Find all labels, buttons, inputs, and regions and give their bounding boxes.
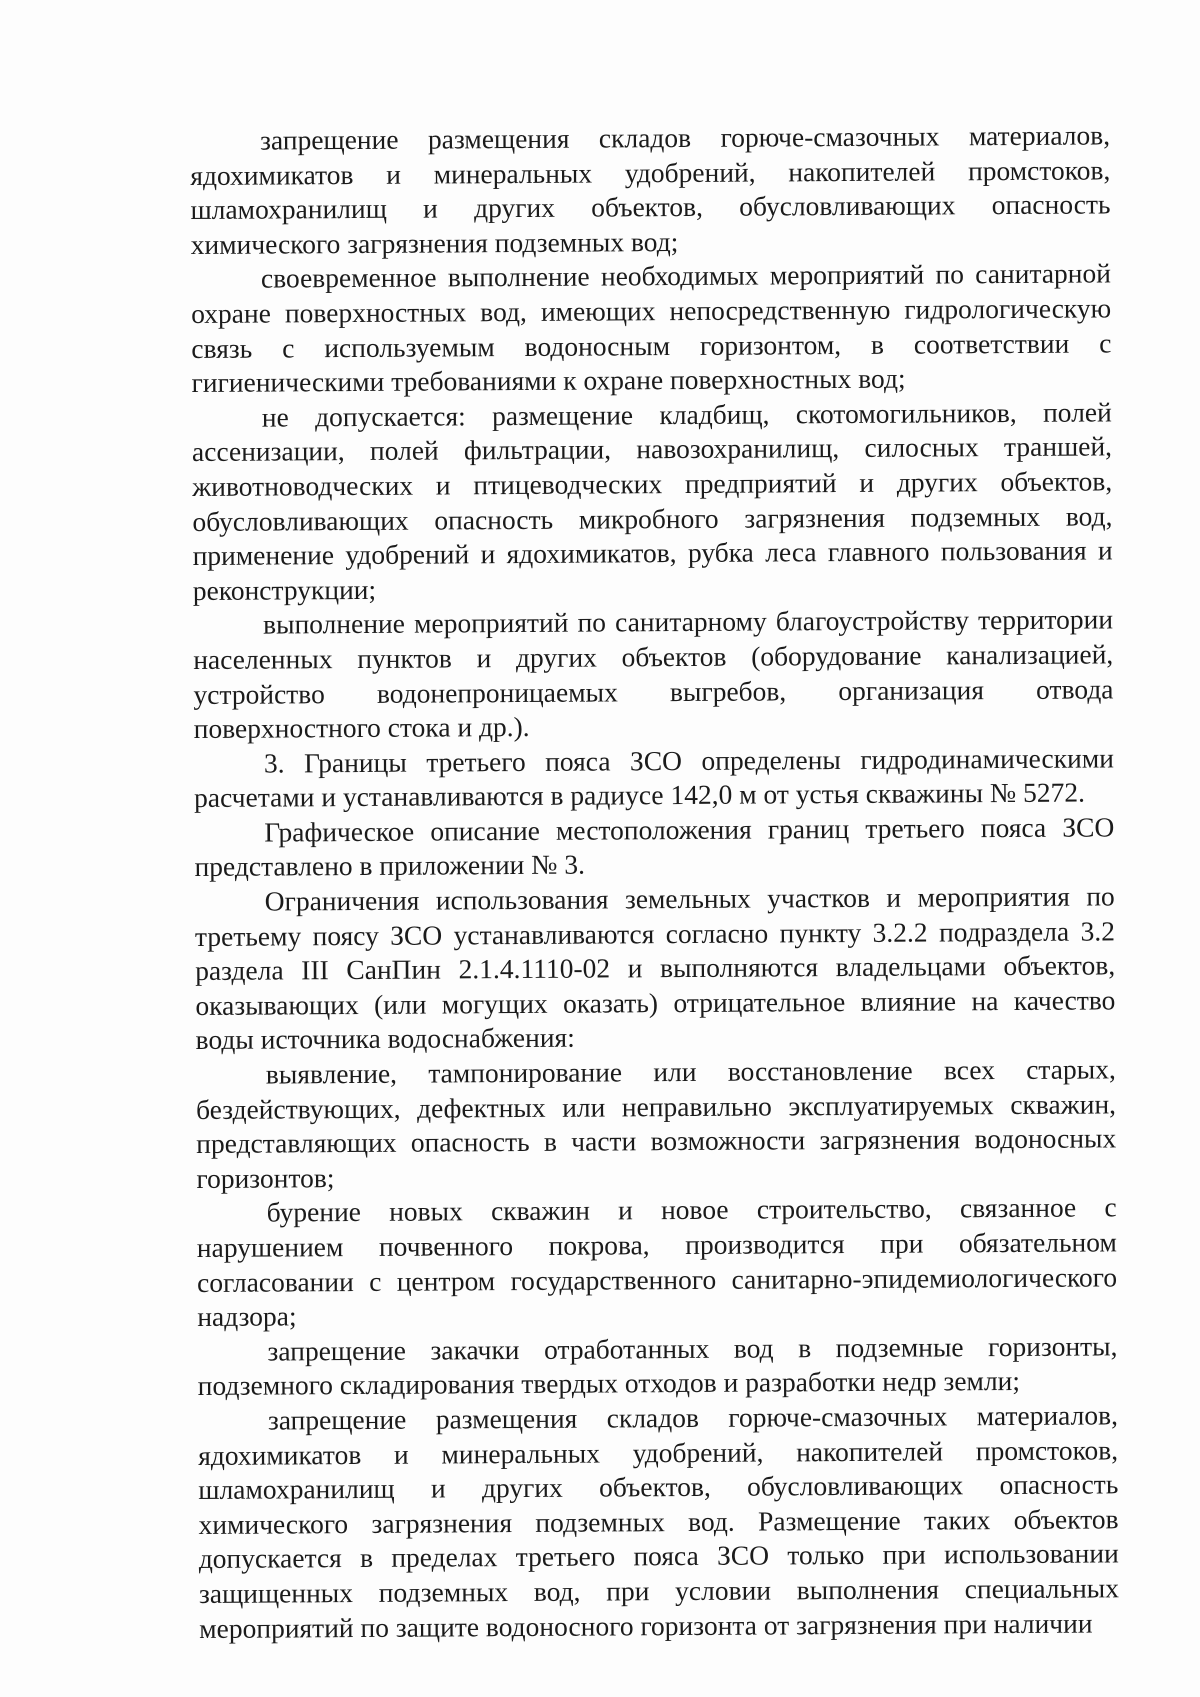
paragraph-well-plugging: выявление, тампонирование или восстановление всех старых, бездействующих, дефектных или неправильно эксплуатируемых скважин, представляющих опасность в части возможности загрязнения водоносных горизонтов; — [195, 1053, 1117, 1194]
paragraph-sanitary-improvement: выполнение мероприятий по санитарному благоустройству территории населенных пунктов и других объектов (оборудование канализацией, устройство водонепроницаемых выгребов, организация отвода поверхностного стока и др.). — [193, 603, 1114, 745]
paragraph-storage-ban-protected-water: запрещение размещения складов горюче-смазочных материалов, ядохимикатов и минеральных удобрений, накопителей промстоков, шламохранилищ и других объектов, обусловливающих опасность химического загрязнения подземных вод. Размещение таких объектов допускается в пределах третьего пояса ЗСО только при использовании защищенных подземных вод, при условии выполнения специальных мероприятий по защите водоносного горизонта от загрязнения при наличии — [198, 1399, 1120, 1644]
paragraph-chemical-storage-ban: запрещение размещения складов горюче-смазочных материалов, ядохимикатов и минеральных удобрений, накопителей промстоков, шламохранилищ и других объектов, обусловливающих опасность химического загрязнения подземных вод; — [190, 119, 1111, 260]
paragraph-surface-water-protection: своевременное выполнение необходимых мероприятий по санитарной охране поверхностных вод, имеющих непосредственную гидрологическую связь с используемым водоносным горизонтом, в соответствии с гигиеническими требованиями к охране поверхностных вод; — [191, 257, 1112, 399]
paragraph-graphic-description: Графическое описание местоположения границ третьего пояса ЗСО представлено в приложении № 3. — [194, 811, 1115, 883]
paragraph-injection-ban: запрещение закачки отработанных вод в подземные горизонты, подземного складирования твердых отходов и разработки недр земли; — [197, 1330, 1118, 1402]
paragraph-land-use-restrictions: Ограничения использования земельных участков и мероприятия по третьему поясу ЗСО устанавливаются согласно пункту 3.2.2 подраздела 3.2 раздела III СанПин 2.1.4.1110-02 и выполняются владельцами объектов, оказывающих (или могущих оказать) отрицательное влияние на качество воды источника водоснабжения: — [194, 880, 1116, 1056]
paragraph-prohibited-objects: не допускается: размещение кладбищ, скотомогильников, полей ассенизации, полей фильтрации, навозохранилищ, силосных траншей, животноводческих и птицеводческих предприятий и других объектов, обусловливающих опасность микробного загрязнения подземных вод, применение удобрений и ядохимикатов, рубка леса главного пользования и реконструкции; — [191, 396, 1113, 606]
document-body — [190, 118, 1119, 1646]
paragraph-third-belt-boundaries: 3. Границы третьего пояса ЗСО определены гидродинамическими расчетами и устанавливаются в радиусе 142,0 м от устья скважины № 5272. — [194, 742, 1114, 814]
paragraph-drilling-approval: бурение новых скважин и новое строительство, связанное с нарушением почвенного покрова, производится при обязательном согласовании с центром государственного санитарно-эпидемиологического надзора; — [196, 1191, 1118, 1333]
